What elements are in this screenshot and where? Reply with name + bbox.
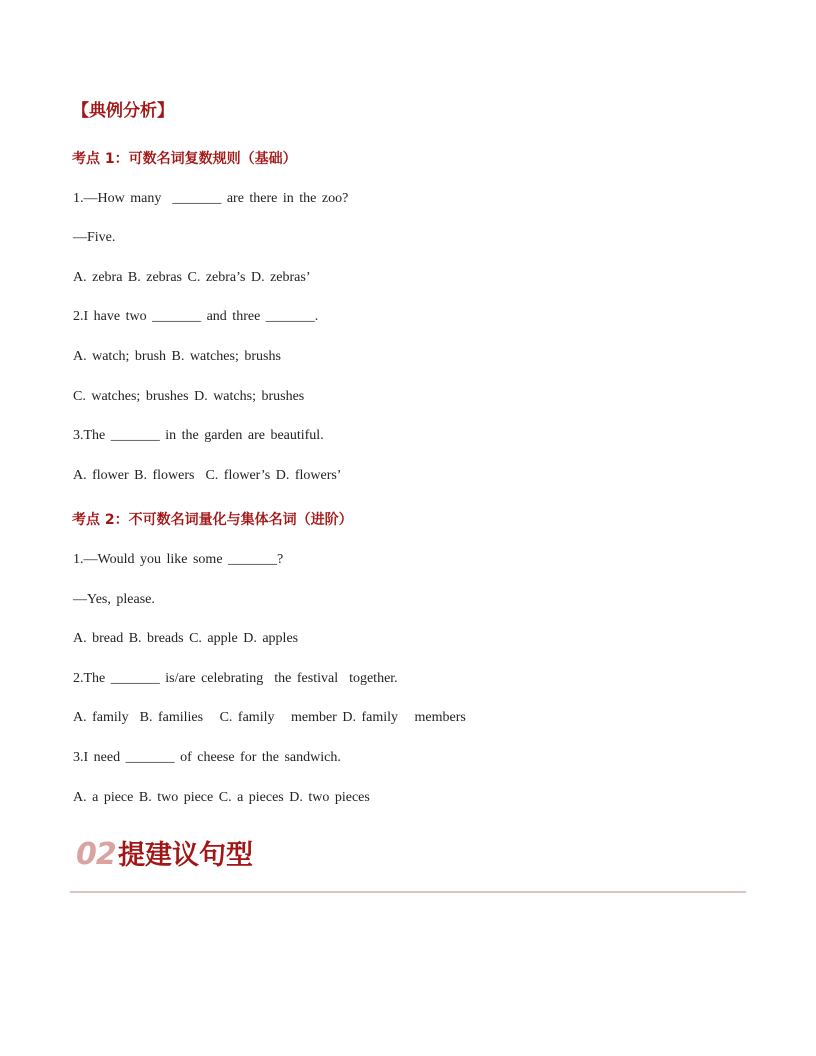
options-line: A. flower B. flowers C. flower’s D. flowers’ — [73, 468, 342, 483]
question-line: 1.—Would you like some _______? — [73, 552, 284, 567]
question-line: 3.I need _______ of cheese for the sandwich. — [73, 750, 341, 765]
topic1-heading: 考点 1：可数名词复数规则（基础） — [72, 151, 297, 167]
question-line: 2.The _______ is/are celebrating the festival together. — [73, 671, 398, 686]
section-number: 02 — [76, 837, 116, 872]
topic2-heading: 考点 2：不可数名词量化与集体名词（进阶） — [72, 512, 353, 528]
options-line: A. family B. families C. family member D. family members — [73, 710, 466, 725]
options-line: A. zebra B. zebras C. zebra’s D. zebras’ — [73, 270, 311, 285]
options-line: A. bread B. breads C. apple D. apples — [73, 631, 299, 646]
section-divider — [70, 891, 746, 893]
options-line: A. watch; brush B. watches; brushs — [73, 349, 281, 364]
main-heading: 【典例分析】 — [72, 101, 174, 121]
section-header — [76, 833, 756, 873]
options-line: C. watches; brushes D. watchs; brushes — [73, 389, 305, 404]
answer-line: —Yes, please. — [73, 592, 155, 607]
section-title: 提建议句型 — [118, 840, 253, 871]
question-line: 2.I have two _______ and three _______. — [73, 309, 319, 324]
question-line: 1.—How many _______ are there in the zoo? — [73, 191, 349, 206]
question-line: 3.The _______ in the garden are beautiful. — [73, 428, 324, 443]
options-line: A. a piece B. two piece C. a pieces D. two pieces — [73, 790, 370, 805]
answer-line: —Five. — [73, 230, 116, 245]
